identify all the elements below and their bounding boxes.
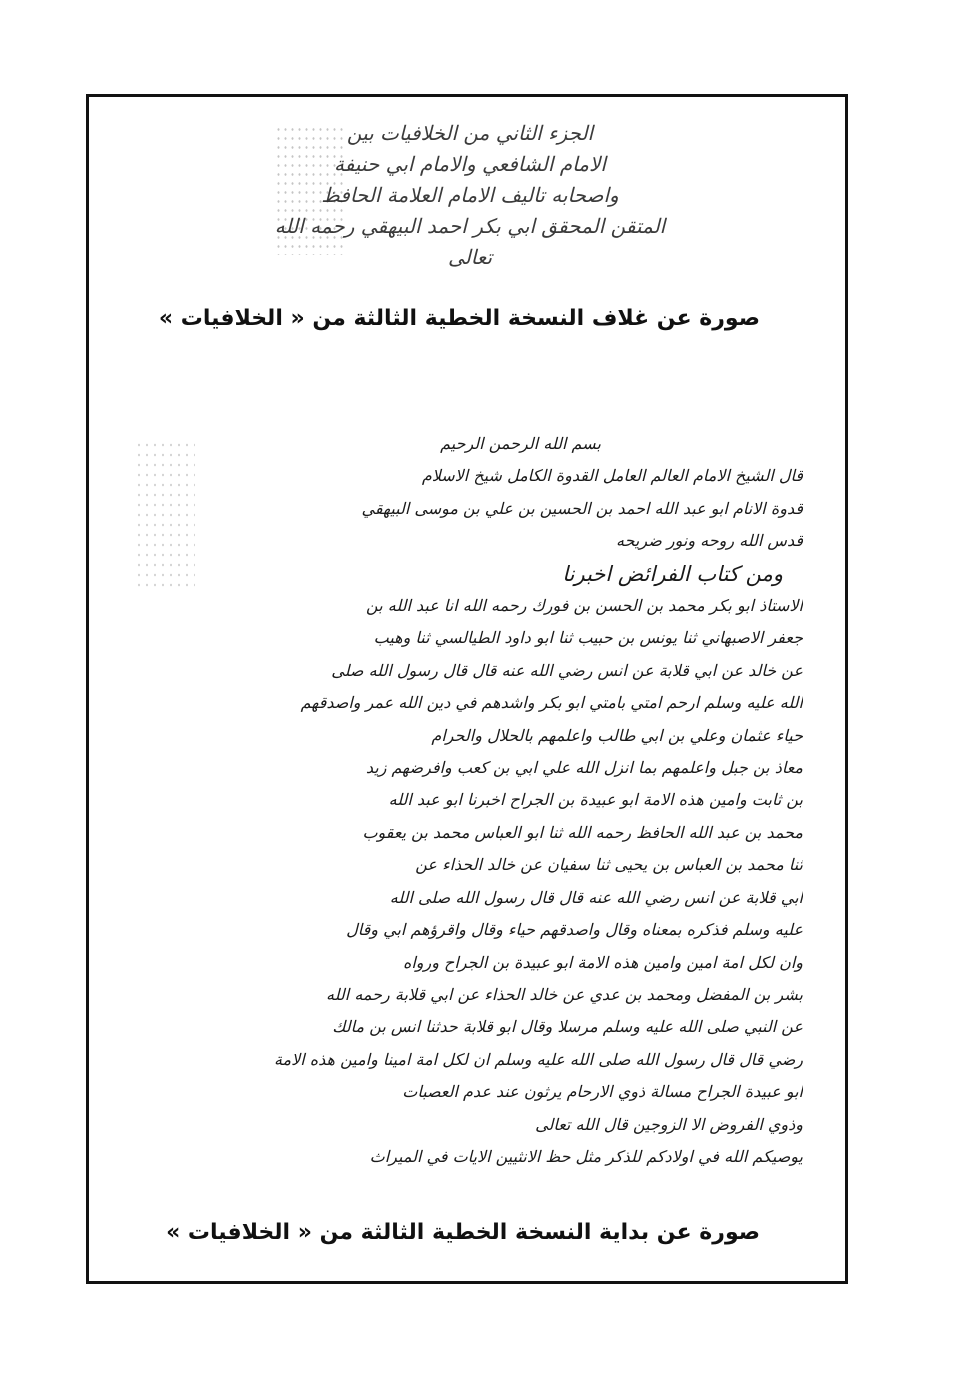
- manuscript-line: رضي قال قال رسول الله صلى الله عليه وسلم ان لكل امة امينا وامين هذه الامة: [273, 1049, 803, 1069]
- manuscript-line: عليه وسلم فذكره بمعناه وقال واصدقهم حياء وقال واقرؤهم ابي وقال: [346, 920, 803, 940]
- manuscript-line: ابو عبيدة الجراح مسالة ذوي الارحام يرثون عند عدم العصبات: [402, 1082, 803, 1102]
- caption-first-page: صورة عن بداية النسخة الخطية الثالثة من « الخلافيات »: [166, 1220, 760, 1245]
- manuscript-line: جعفر الاصبهاني ثنا يونس بن حبيب ثنا ابو داود الطيالسي ثنا وهيب: [373, 628, 803, 648]
- cover-line: الامام الشافعي والامام ابي حنيفة: [334, 152, 606, 176]
- manuscript-line: الله عليه وسلم ارحم امتي بامتي ابو بكر واشدهم في دين الله عمر واصدقهم: [300, 693, 803, 713]
- manuscript-line: عن النبي صلى الله عليه وسلم مرسلا وقال ابو قلابة حدثنا انس بن مالك: [332, 1017, 803, 1037]
- manuscript-line: قال الشيخ الامام العالم العامل القدوة الكامل شيخ الاسلام: [421, 466, 803, 486]
- manuscript-line: ابي قلابة عن انس رضي الله عنه قال قال رسول الله صلى الله: [389, 887, 803, 907]
- manuscript-line: الاستاذ ابو بكر محمد بن الحسن بن فورك رحمه الله انا عبد الله بن: [366, 596, 803, 616]
- manuscript-line: وذوي الفروض الا الزوجين قال الله تعالى: [535, 1114, 803, 1134]
- manuscript-line: معاذ بن جبل واعلمهم بما انزل الله علي ابي بن كعب وافرضهم زيد: [365, 758, 803, 778]
- first-page-manuscript: [118, 428, 803, 1173]
- cover-line: المتقن المحقق ابي بكر احمد البيهقي رحمه الله: [274, 214, 666, 238]
- manuscript-line: يوصيكم الله في اولادكم للذكر مثل حظ الانثيين الايات في الميراث: [369, 1146, 803, 1166]
- manuscript-line: وان لكل امة امين وامين هذه الامة ابو عبيدة بن الجراح ورواه: [402, 952, 803, 972]
- basmala: بسم الله الرحمن الرحيم: [440, 434, 601, 453]
- manuscript-line: بن ثابت وامين هذه الامة ابو عبيدة بن الجراح اخبرنا ابو عبد الله: [388, 790, 803, 810]
- caption-cover: صورة عن غلاف النسخة الخطية الثالثة من « الخلافيات »: [158, 306, 760, 331]
- manuscript-line: ثنا محمد بن العباس بن يحيى ثنا سفيان عن خالد الحذاء عن: [415, 855, 803, 875]
- manuscript-line: قدس الله روحه ونور ضريحه: [616, 531, 803, 551]
- cover-line: الجزء الثاني من الخلافيات بين: [346, 121, 594, 145]
- cover-line: تعالى: [447, 245, 493, 269]
- manuscript-line: محمد بن عبد الله الحافظ رحمه الله ثنا ابو العباس محمد بن يعقوب: [362, 822, 803, 842]
- manuscript-line: حياء عثمان وعلي بن ابي طالب واعلمهم بالحلال والحرام: [431, 725, 803, 745]
- cover-manuscript: [260, 118, 680, 273]
- cover-line: واصحابه تاليف الامام العلامة الحافظ: [321, 183, 619, 207]
- manuscript-line: بشر بن المفضل ومحمد بن عدي عن خالد الحذاء عن ابي قلابة رحمه الله: [326, 984, 803, 1004]
- manuscript-line: قدوة الانام ابو عبد الله احمد بن الحسين بن علي بن موسى البيهقي: [361, 498, 803, 518]
- manuscript-heading: ومن كتاب الفرائض اخبرنا: [562, 561, 783, 586]
- manuscript-line: عن خالد عن ابي قلابة عن انس رضي الله عنه قال قال رسول الله صلى: [331, 660, 803, 680]
